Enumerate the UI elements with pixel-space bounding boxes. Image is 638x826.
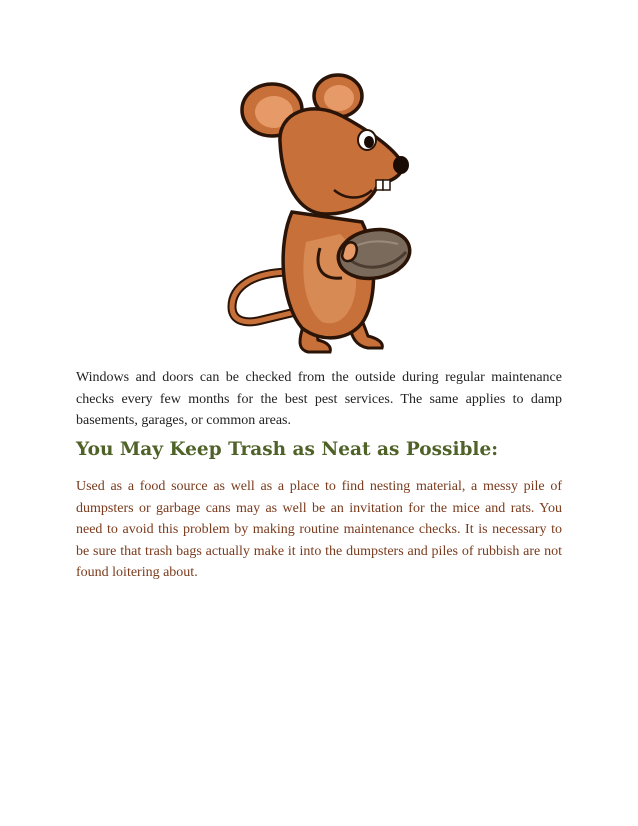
mouse-holding-nut-icon bbox=[222, 72, 418, 358]
section-heading: You May Keep Trash as Neat as Possible: bbox=[76, 439, 499, 460]
body-paragraph: Windows and doors can be checked from the outside during regular maintenance checks every few months for the best pest services. The same applies to damp basements, garages, or common areas. bbox=[76, 370, 562, 428]
body-paragraph-accent: Used as a food source as well as a place to find nesting material, a messy pile of dumpsters or garbage cans may as well be an invitation for the mice and rats. You need to avoid this problem by making routine maintenance checks. It is necessary to be sure that trash bags actually make it into the dumpsters and piles of rubbish are not found loitering about. bbox=[76, 479, 562, 580]
